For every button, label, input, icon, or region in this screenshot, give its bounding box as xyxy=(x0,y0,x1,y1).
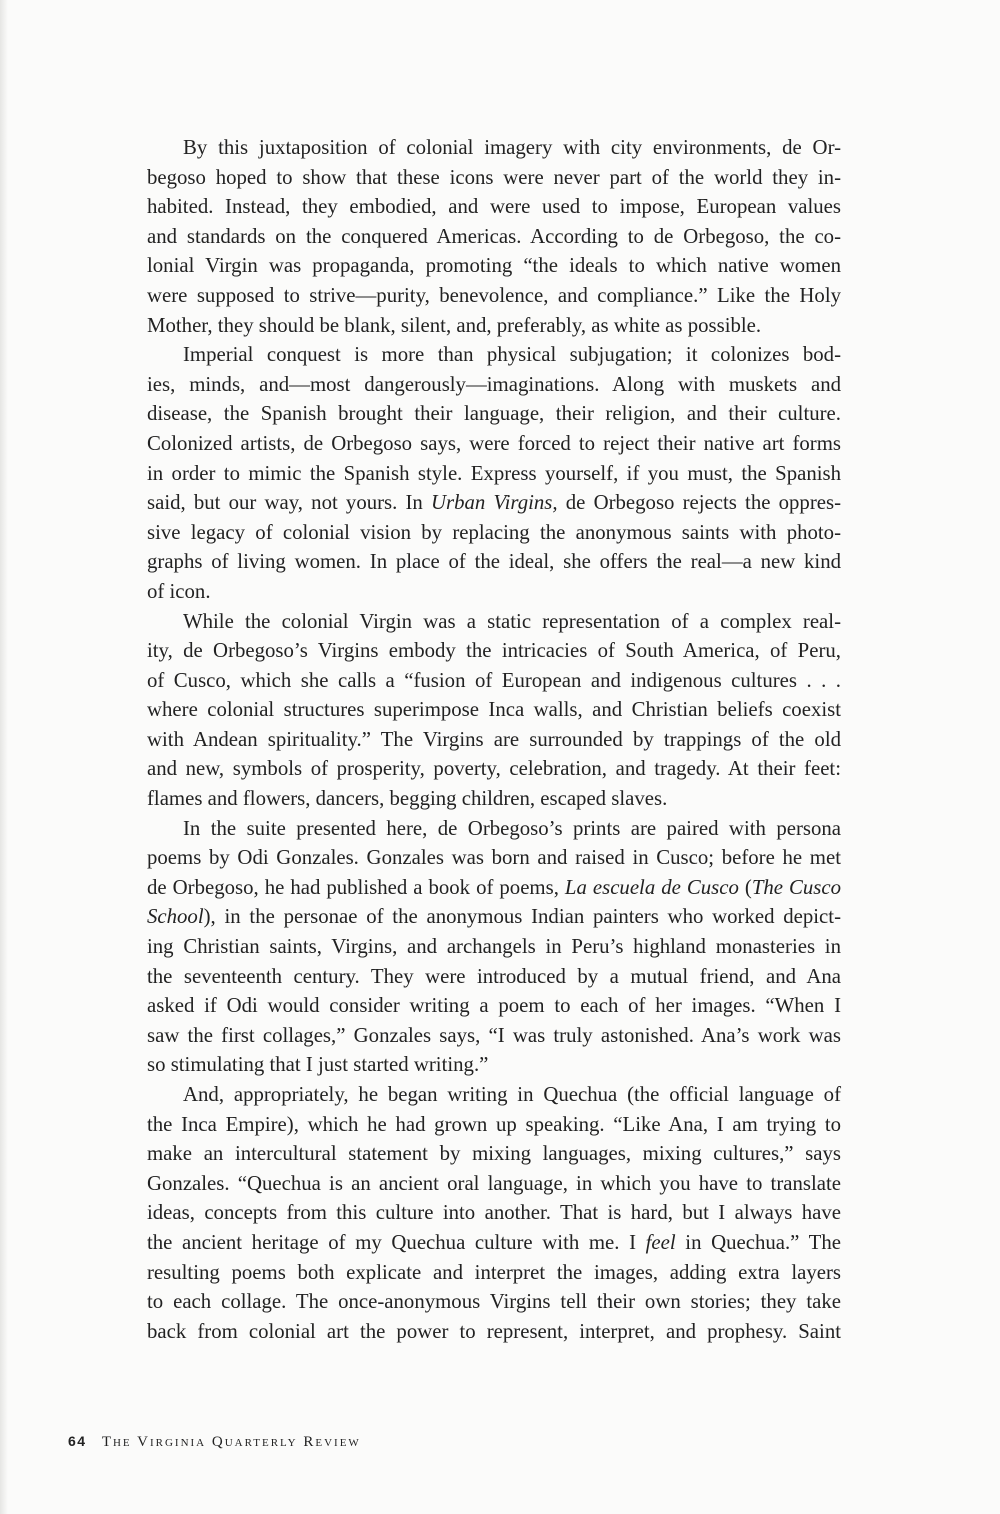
italic-title: La escuela de Cusco xyxy=(564,875,739,899)
text-run: ( xyxy=(738,875,752,899)
italic-word: feel xyxy=(645,1230,676,1254)
paragraph-line: sive legacy of colonial vision by replacing the anonymous saints with photo- xyxy=(147,520,841,544)
italic-title: The Cusco xyxy=(751,875,842,899)
paragraph-line: to each collage. The once-anonymous Virgins tell their own stories; they take xyxy=(147,1290,841,1314)
paragraph-line: where colonial structures superimpose Inca walls, and Christian beliefs coexist xyxy=(147,698,841,722)
text-run: said, but our way, not yours. In xyxy=(147,491,431,515)
paragraph-line: of Cusco, which she calls a “fusion of European and indigenous cultures . . . xyxy=(147,668,841,692)
italic-title: Urban Virgins, xyxy=(431,491,558,515)
page-edge-shadow xyxy=(0,0,8,1514)
text-run: de Orbegoso, he had published a book of poems, xyxy=(147,875,565,899)
paragraph-line: with Andean spirituality.” The Virgins are surrounded by trappings of the old xyxy=(147,727,841,751)
text-run: de Orbegoso rejects the oppres- xyxy=(557,491,841,515)
paragraph-line: were supposed to strive—purity, benevolence, and compliance.” Like the Holy xyxy=(147,283,841,307)
running-footer xyxy=(68,1433,361,1451)
paragraph-line: disease, the Spanish brought their language, their religion, and their culture. xyxy=(147,402,841,426)
paragraph-line: While the colonial Virgin was a static representation of a complex real- xyxy=(183,609,841,633)
paragraph-line xyxy=(147,873,841,903)
paragraph-line: resulting poems both explicate and interpret the images, adding extra layers xyxy=(147,1260,841,1284)
paragraph-line: make an intercultural statement by mixing languages, mixing cultures,” says xyxy=(147,1142,841,1166)
paragraph-line: In the suite presented here, de Orbegoso’s prints are paired with persona xyxy=(183,816,841,840)
paragraph-line: lonial Virgin was propaganda, promoting “the ideals to which native women xyxy=(147,254,841,278)
paragraph-line: By this juxtaposition of colonial imagery with city environments, de Or- xyxy=(183,136,841,159)
paragraph-line: of icon. xyxy=(147,579,211,603)
paragraph-line: poems by Odi Gonzales. Gonzales was born and raised in Cusco; before he met xyxy=(147,846,841,870)
paragraph-line: back from colonial art the power to represent, interpret, and prophesy. Saint xyxy=(147,1319,841,1343)
paragraph-line: Gonzales. “Quechua is an ancient oral language, in which you have to translate xyxy=(147,1171,841,1195)
page-number: 64 xyxy=(68,1433,87,1449)
paragraph-line: and new, symbols of prosperity, poverty, celebration, and tragedy. At their feet: xyxy=(147,757,841,781)
article-body xyxy=(147,133,841,1346)
paragraph-line: begoso hoped to show that these icons were never part of the world they in- xyxy=(147,165,841,189)
paragraph-line: the Inca Empire), which he had grown up speaking. “Like Ana, I am trying to xyxy=(147,1112,841,1136)
paragraph-line: in order to mimic the Spanish style. Express yourself, if you must, the Spanish xyxy=(147,461,841,485)
paragraph-line: so stimulating that I just started writing.” xyxy=(147,1053,489,1077)
italic-title: School xyxy=(147,905,204,929)
journal-title: The Virginia Quarterly Review xyxy=(101,1434,361,1450)
paragraph-line: ing Christian saints, Virgins, and archangels in Peru’s highland monasteries in xyxy=(147,935,841,959)
paragraph-line: ies, minds, and—most dangerously—imaginations. Along with muskets and xyxy=(147,372,841,396)
paragraph-line: the seventeenth century. They were introduced by a mutual friend, and Ana xyxy=(147,964,841,988)
paragraph-line: Mother, they should be blank, silent, and, preferably, as white as possible. xyxy=(147,313,762,337)
text-run: in Quechua.” The xyxy=(675,1230,841,1254)
paragraph-line: Colonized artists, de Orbegoso says, were forced to reject their native art forms xyxy=(147,431,841,455)
text-run: the ancient heritage of my Quechua culture with me. I xyxy=(147,1230,646,1254)
paragraph-line: and standards on the conquered Americas. According to de Orbegoso, the co- xyxy=(147,224,841,248)
paragraph-line: ity, de Orbegoso’s Virgins embody the intricacies of South America, of Peru, xyxy=(147,639,841,663)
text-run: ), in the personae of the anonymous Indian painters who worked depict- xyxy=(203,905,841,929)
paragraph-line: And, appropriately, he began writing in Quechua (the official language of xyxy=(183,1083,841,1106)
paragraph-line xyxy=(147,1228,841,1258)
paragraph-line: flames and flowers, dancers, begging children, escaped slaves. xyxy=(147,787,668,811)
paragraph-line xyxy=(147,488,841,518)
paragraph-line: graphs of living women. In place of the ideal, she offers the real—a new kind xyxy=(147,550,841,574)
paragraph-line xyxy=(147,902,841,932)
paragraph-line: ideas, concepts from this culture into another. That is hard, but I always have xyxy=(147,1201,841,1225)
paragraph-line: asked if Odi would consider writing a poem to each of her images. “When I xyxy=(147,994,841,1018)
paragraph-line: habited. Instead, they embodied, and were used to impose, European values xyxy=(147,195,841,219)
paragraph-line: Imperial conquest is more than physical subjugation; it colonizes bod- xyxy=(183,343,841,367)
paragraph-line: saw the first collages,” Gonzales says, “I was truly astonished. Ana’s work was xyxy=(147,1023,841,1047)
